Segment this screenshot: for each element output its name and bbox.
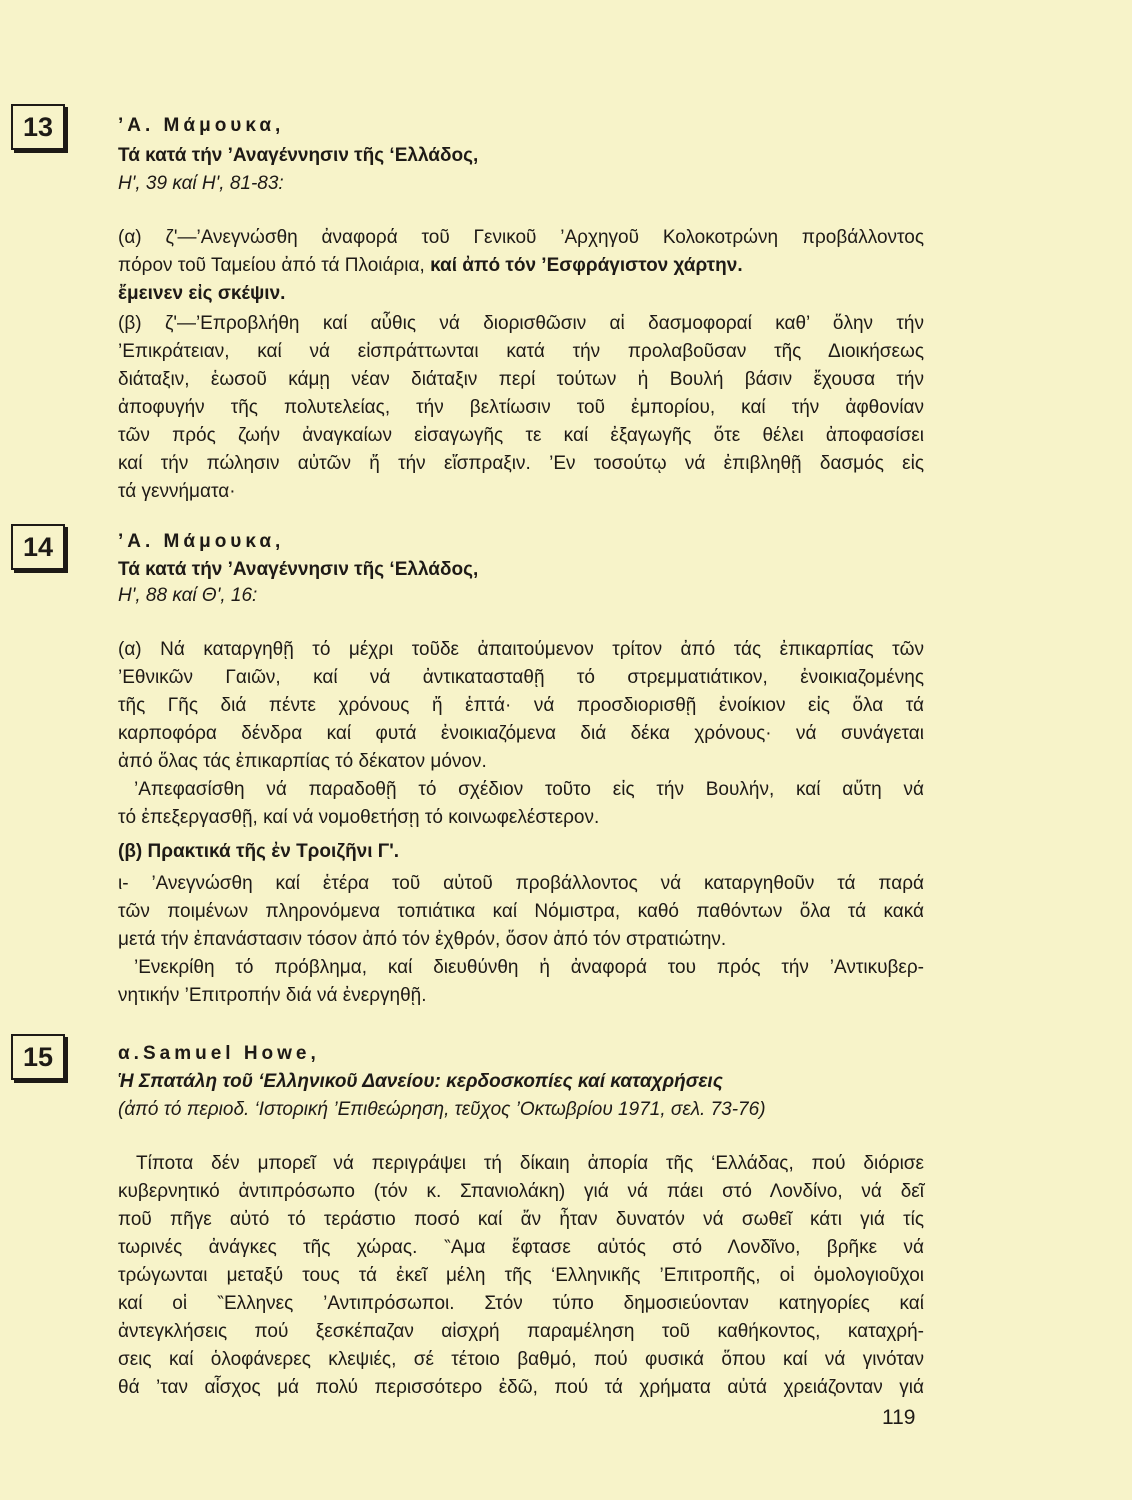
text-line: (α) Νά καταργηθῇ τό μέχρι τοῦδε ἀπαιτούμενον τρίτον ἀπό τάς ἐπικαρπίας τῶν: [118, 639, 924, 660]
section-number-badge: 15: [11, 1034, 65, 1080]
text-line: καρποφόρα δένδρα καί φυτά ἐνοικιαζόμενα διά δέκα χρόνους· νά συνάγεται: [118, 723, 924, 744]
text-line: [118, 252, 924, 280]
text-line: ἀποφυγήν τῆς πολυτελείας, τήν βελτίωσιν τοῦ ἐμπορίου, καί τήν ἀφθονίαν: [118, 397, 924, 418]
text-line: (α) ζ'—’Ανεγνώσθη ἀναφορά τοῦ Γενικοῦ ’Αρχηγοῦ Κολοκοτρώνη προβάλλοντος: [118, 227, 924, 248]
text-line: διάταξιν, ἑωσοῦ κάμῃ νέαν διάταξιν περί τούτων ἡ Βουλή βάσιν ἔχουσα τήν: [118, 369, 924, 390]
text-line: ἔμεινεν εἰς σκέψιν.: [118, 283, 286, 304]
section-number-badge: 13: [11, 104, 65, 150]
text-line: ι- ’Ανεγνώσθη καί ἑτέρα τοῦ αὐτοῦ προβάλλοντος νά καταργηθοῦν τά παρά: [118, 873, 924, 894]
text-line: τῶν ποιμένων πληρονόμενα τοπιάτικα καί Νόμιστρα, καθό παθόντων ὅλα τά κακά: [118, 901, 924, 922]
section-title: Τά κατά τήν ’Αναγέννησιν τῆς ‘Ελλάδος,: [118, 145, 479, 166]
text-segment: πόρον τοῦ Ταμείου ἀπό τά Πλοιάρια,: [118, 255, 425, 276]
text-line: καί οἱ ‶Ελληνες ’Αντιπρόσωποι. Στόν τύπο δημοσιεύονταν κατηγορίες καί: [118, 1293, 924, 1314]
text-line: τῆς Γῆς διά πέντε χρόνους ἤ ἑπτά· νά προσδιορισθῇ ἐνοίκιον εἰς ὅλα τά: [118, 695, 924, 716]
text-line: νητικήν ’Επιτροπήν διά νά ἐνεργηθῇ.: [118, 985, 427, 1006]
section-author: α.Samuel Howe,: [118, 1043, 320, 1064]
text-line: κυβερνητικό ἀντιπρόσωπο (τόν κ. Σπανιολάκη) γιά νά πάει στό Λονδίνο, νά δεῖ: [118, 1181, 924, 1202]
section-number-badge: 14: [11, 524, 65, 570]
text-line: τά γεννήματα·: [118, 481, 236, 502]
text-line: καί τήν πώλησιν αὐτῶν ἤ τήν εἴσπραξιν. ’Εν τοσούτῳ νά ἐπιβληθῇ δασμός εἰς: [118, 453, 924, 474]
section-title: Ἡ Σπατάλη τοῦ ‘Ελληνικοῦ Δανείου: κερδοσκοπίες καί καταχρήσεις: [118, 1071, 723, 1092]
text-segment-bold: καί ἀπό τόν ’Εσφράγιστον χάρτην.: [430, 255, 743, 276]
text-line: μετά τήν ἐπανάστασιν τόσον ἀπό τόν ἐχθρόν, ὅσον ἀπό τόν στρατιώτην.: [118, 929, 727, 950]
text-line: σεις καί ὁλοφάνερες κλεψιές, σέ τέτοιο βαθμό, πού φυσικά ὅπου καί νά γινόταν: [118, 1349, 924, 1370]
text-line: τῶν πρός ζωήν ἀναγκαίων εἰσαγωγῆς τε καί ἐξαγωγῆς ὅτε θέλει ἀποφασίσει: [118, 425, 924, 446]
section-title: Τά κατά τήν ’Αναγέννησιν τῆς ‘Ελλάδος,: [118, 559, 479, 580]
text-line: τωρινές ἀνάγκες τῆς χώρας. ‶Αμα ἔφτασε αὐτός στό Λονδῖνο, βρῆκε νά: [118, 1237, 924, 1258]
text-line: ἀντεγκλήσεις πού ξεσκέπαζαν αἰσχρή παραμέληση τοῦ καθήκοντος, καταχρή-: [118, 1321, 924, 1342]
text-line: τρώγωνται μεταξύ τους τά ἐκεῖ μέλη τῆς ‘Ελληνικῆς ’Επιτροπῆς, οἱ ὁμολογιοῦχοι: [118, 1265, 924, 1286]
text-line: ’Εθνικῶν Γαιῶν, καί νά ἀντικατασταθῇ τό στρεμματιάτικον, ἐνοικιαζομένης: [118, 667, 924, 688]
section-reference: H', 88 καί Θ', 16:: [118, 585, 258, 606]
text-line: Τίποτα δέν μπορεῖ νά περιγράψει τή δίκαιη ἀπορία τῆς ‘Ελλάδας, πού διόρισε: [136, 1153, 924, 1174]
text-line: ἀπό ὅλας τάς ἐπικαρπίας τό δέκατον μόνον.: [118, 751, 487, 772]
page-number: 119: [882, 1406, 916, 1429]
text-line: (β) Πρακτικά τῆς ἐν Τροιζῆνι Γ'.: [118, 841, 400, 862]
section-reference: (ἀπό τό περιοδ. ‘Ιστορική ’Επιθεώρηση, τεῦχος ’Οκτωβρίου 1971, σελ. 73-76): [118, 1099, 766, 1120]
text-line: τό ἐπεξεργασθῇ, καί νά νομοθετήσῃ τό κοινωφελέστερον.: [118, 807, 600, 828]
text-line: (β) ζ'—’Επροβλήθη καί αὖθις νά διορισθῶσιν αἱ δασμοφοραί καθ’ ὅλην τήν: [118, 313, 924, 334]
text-line: θά ’ταν αἶσχος μά πολύ περισσότερο ἐδῶ, πού τά χρήματα αὐτά χρειάζονταν γιά: [118, 1377, 924, 1398]
section-reference: H', 39 καί H', 81-83:: [118, 173, 284, 194]
section-author: ’Α. Μάμουκα,: [118, 531, 285, 552]
section-author: ’Α. Μάμουκα,: [118, 115, 285, 136]
text-line: ’Ενεκρίθη τό πρόβλημα, καί διευθύνθη ἡ ἀναφορά του πρός τήν ’Αντικυβερ-: [134, 957, 924, 978]
text-line: ’Απεφασίσθη νά παραδοθῇ τό σχέδιον τοῦτο εἰς τήν Βουλήν, καί αὕτη νά: [134, 779, 924, 800]
text-line: ’Επικράτειαν, καί νά εἰσπράττωνται κατά τήν προλαβοῦσαν τῆς Διοικήσεως: [118, 341, 924, 362]
text-line: ποῦ πῆγε αὐτό τό τεράστιο ποσό καί ἄν ἦταν δυνατόν νά σωθεῖ κάτι γιά τίς: [118, 1209, 924, 1230]
